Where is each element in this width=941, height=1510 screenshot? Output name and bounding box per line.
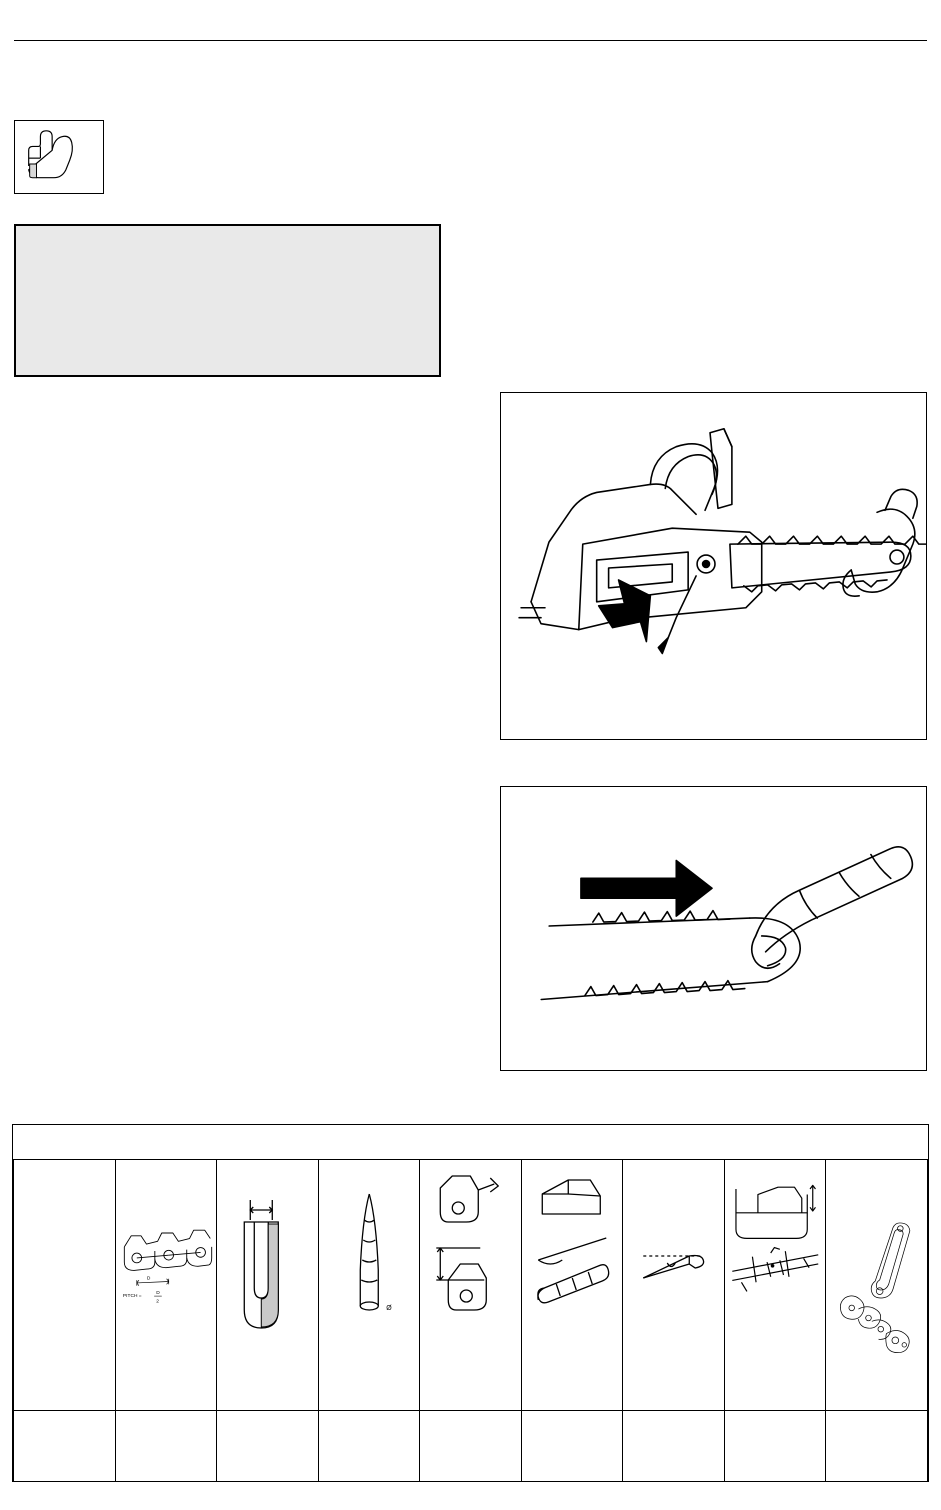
guide-bar-deburring-figure	[500, 786, 927, 1071]
diameter-symbol-label: Ø	[385, 1305, 392, 1312]
table-title	[14, 1125, 928, 1160]
table-value-cell	[115, 1411, 217, 1482]
chainsaw-chain-brake-figure	[500, 392, 927, 740]
table-col-filing-angle	[521, 1160, 623, 1411]
table-col-groove-width	[217, 1160, 319, 1411]
pitch-formula-label: PITCH =	[122, 1293, 142, 1299]
file-side-view-icon	[623, 1160, 724, 1410]
table-value-cell	[420, 1411, 522, 1482]
bar-groove-width-icon	[217, 1160, 318, 1410]
glove-pictogram	[14, 120, 104, 194]
guide-bar-file-icon	[501, 787, 926, 1070]
round-file-diameter-icon	[319, 1160, 420, 1410]
filing-specification-table	[12, 1124, 929, 1482]
table-value-cell	[826, 1411, 928, 1482]
table-value-cell	[14, 1411, 116, 1482]
table-col-blank	[14, 1160, 116, 1411]
chainsaw-side-view-icon	[501, 393, 926, 739]
table-col-depth-gauge-setting	[420, 1160, 522, 1411]
table-col-depth-gauge-tool	[724, 1160, 826, 1411]
table-col-file-side-view	[623, 1160, 725, 1411]
header-divider	[14, 40, 927, 41]
table-value-cell	[623, 1411, 725, 1482]
table-value-cell	[318, 1411, 420, 1482]
pitch-numerator-label: D	[155, 1291, 160, 1297]
bar-and-chain-combination-icon	[826, 1160, 927, 1410]
chain-pitch-diagram-icon	[116, 1160, 217, 1410]
depth-gauge-tool-icon	[725, 1160, 826, 1410]
note-box	[14, 224, 441, 377]
table-col-file-diameter	[318, 1160, 420, 1411]
pitch-denominator-label: 2	[155, 1299, 159, 1305]
table-value-cell	[724, 1411, 826, 1482]
table-col-chain-pitch	[115, 1160, 217, 1411]
pitch-d-label: D	[146, 1276, 150, 1282]
filing-angle-icon	[522, 1160, 623, 1410]
table-value-cell	[217, 1411, 319, 1482]
table-value-cell	[521, 1411, 623, 1482]
table-col-bar-chain-combination	[826, 1160, 928, 1411]
glove-icon	[15, 121, 103, 193]
depth-gauge-setting-icon	[420, 1160, 521, 1410]
note-box-text	[16, 226, 439, 250]
